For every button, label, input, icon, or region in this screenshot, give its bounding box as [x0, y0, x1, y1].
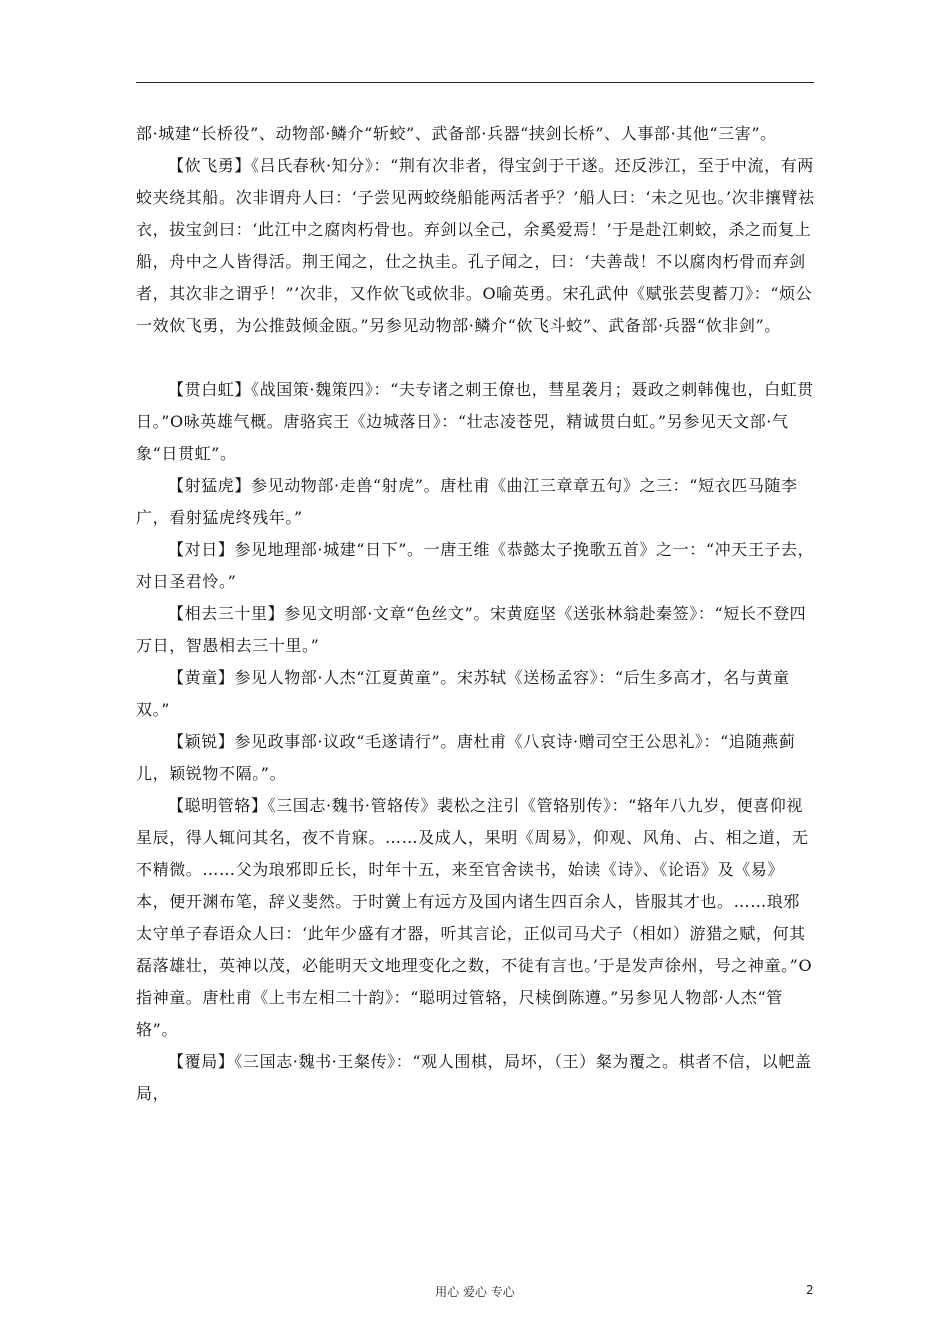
footer-slogan: 用心 爱心 专心: [435, 1285, 515, 1299]
paragraph-huang-tong: 【黄童】参见人物部·人杰“江夏黄童”。宋苏轼《送杨孟容》：“后生多高才，名与黄童双。”: [136, 668, 790, 719]
paragraph-guan-baihong: 【贯白虹】《战国策·魏策四》：“夫专诸之刺王僚也，彗星袭月；聂政之刺韩傀也，白虹贯日。”O咏英雄气概。唐骆宾王《边城落日》：“壮志凌苍兕，精诚贯白虹。”另参见天文部·气象“日贯虹”。: [136, 380, 814, 463]
paragraph-feifei-yong: 【佽飞勇】《吕氏春秋·知分》：“荆有次非者，得宝剑于干遂。还反涉江，至于中流，有两蛟夹绕其船。次非谓舟人曰：‘子尝见两蛟绕船能两活者乎？’船人曰：‘未之见也。’次非攘臂祛衣，拔宝剑曰：‘此江中之腐肉朽骨也。弃剑以全己，余奚爱焉！’于是赴江刺蛟，杀之而复上船，舟中之人皆得活。荆王闻之，仕之执圭。孔子闻之，曰：‘夫善哉！不以腐肉朽骨而弃剑者，其次非之谓乎！”’次非，又作佽飞或佽非。O喻英勇。宋孔武仲《赋张芸叟蓄刀》：“烦公一效佽飞勇，为公推鼓倾金瓯。”另参见动物部·鳞介“佽飞斗蛟”、武备部·兵器“佽非剑”。: [136, 156, 815, 335]
paragraph-ying-rui: 【颖锐】参见政事部·议政“毛遂请行”。唐杜甫《八哀诗·赠司空王公思礼》：“追随燕蓟儿，颖锐物不隔。”。: [136, 732, 796, 783]
paragraph-dui-ri: 【对日】参见地理部·城建“日下”。一唐王维《恭懿太子挽歌五首》之一：“冲天王子去，对日圣君怜。”: [136, 540, 815, 591]
header-rule: [136, 82, 814, 83]
document-body: [136, 118, 816, 1110]
paragraph-she-menghu: 【射猛虎】参见动物部·走兽“射虎”。唐杜甫《曲江三章章五句》之三：“短衣匹马随李广，看射猛虎终残年。”: [136, 476, 798, 527]
paragraph-0: 部·城建“长桥役”、动物部·鳞介“斩蛟”、武备部·兵器“挟剑长桥”、人事部·其他“三害”。: [136, 124, 777, 143]
paragraph-congming-guanlu: 【聪明管辂】《三国志·魏书·管辂传》裴松之注引《管辂别传》：“辂年八九岁，便喜仰视星辰，得人辄问其名，夜不肯寐。……及成人，果明《周易》，仰观、风角、占、相之道，无不精微。……父为琅邪即丘长，时年十五，来至官舍读书，始读《诗》、《论语》及《易》本，便开渊布笔，辞义斐然。于时黉上有远方及国内诸生四百余人，皆服其才也。……琅邪太守单子春语众人曰：‘此年少盛有才器，听其言论，正似司马犬子（相如）游猎之赋，何其磊落雄壮，英神以茂，必能明天文地理变化之数，不徒有言也。’于是发声徐州，号之神童。”O指神童。唐杜甫《上韦左相二十韵》：“聪明过管辂，尺椟倒陈遵。”另参见人物部·人杰“管辂”。: [136, 796, 813, 1039]
paragraph-fu-ju: 【覆局】《三国志·魏书·王粲传》：“观人围棋，局坏，（王）粲为覆之。棋者不信，以帊盖局，: [136, 1052, 812, 1103]
paragraph-xiangqu-sanshili: 【相去三十里】参见文明部·文章“色丝文”。宋黄庭坚《送张林翁赴秦签》：“短长不登四万日，智愚相去三十里。”: [136, 604, 807, 655]
page-number: 2: [806, 1283, 814, 1297]
